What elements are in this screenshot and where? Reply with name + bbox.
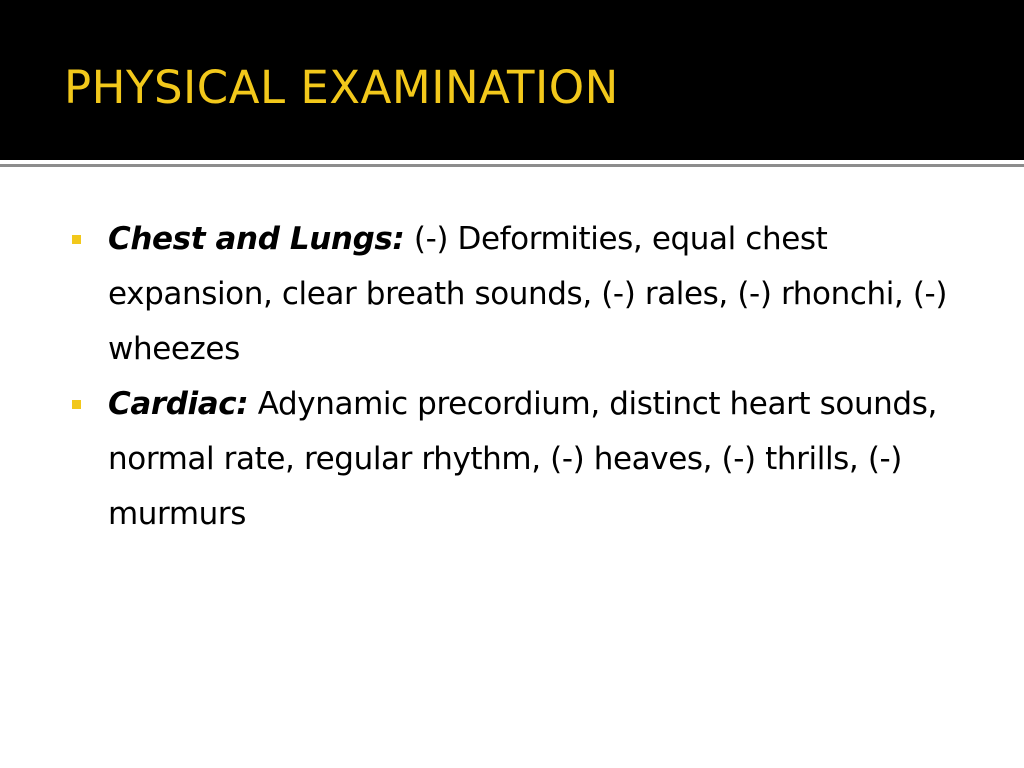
bullet-item-cardiac bbox=[72, 377, 972, 542]
square-bullet-icon bbox=[72, 400, 81, 409]
bullet-label: Cardiac: bbox=[108, 386, 249, 422]
bullet-text: (-) Deformities, equal chest expansion, clear breath sounds, (-) rales, (-) rhonchi, (-) wheezes bbox=[108, 221, 948, 367]
divider-line bbox=[0, 164, 1024, 167]
slide-title: PHYSICAL EXAMINATION bbox=[64, 61, 619, 114]
bullet-label: Chest and Lungs: bbox=[108, 221, 405, 257]
bullet-text: Adynamic precordium, distinct heart sounds, normal rate, regular rhythm, (-) heaves, (-) thrills, (-) murmurs bbox=[108, 386, 937, 532]
title-bar bbox=[0, 0, 1024, 160]
bullet-item-chest-lungs bbox=[72, 212, 972, 377]
square-bullet-icon bbox=[72, 235, 81, 244]
bullet-list bbox=[72, 212, 972, 542]
